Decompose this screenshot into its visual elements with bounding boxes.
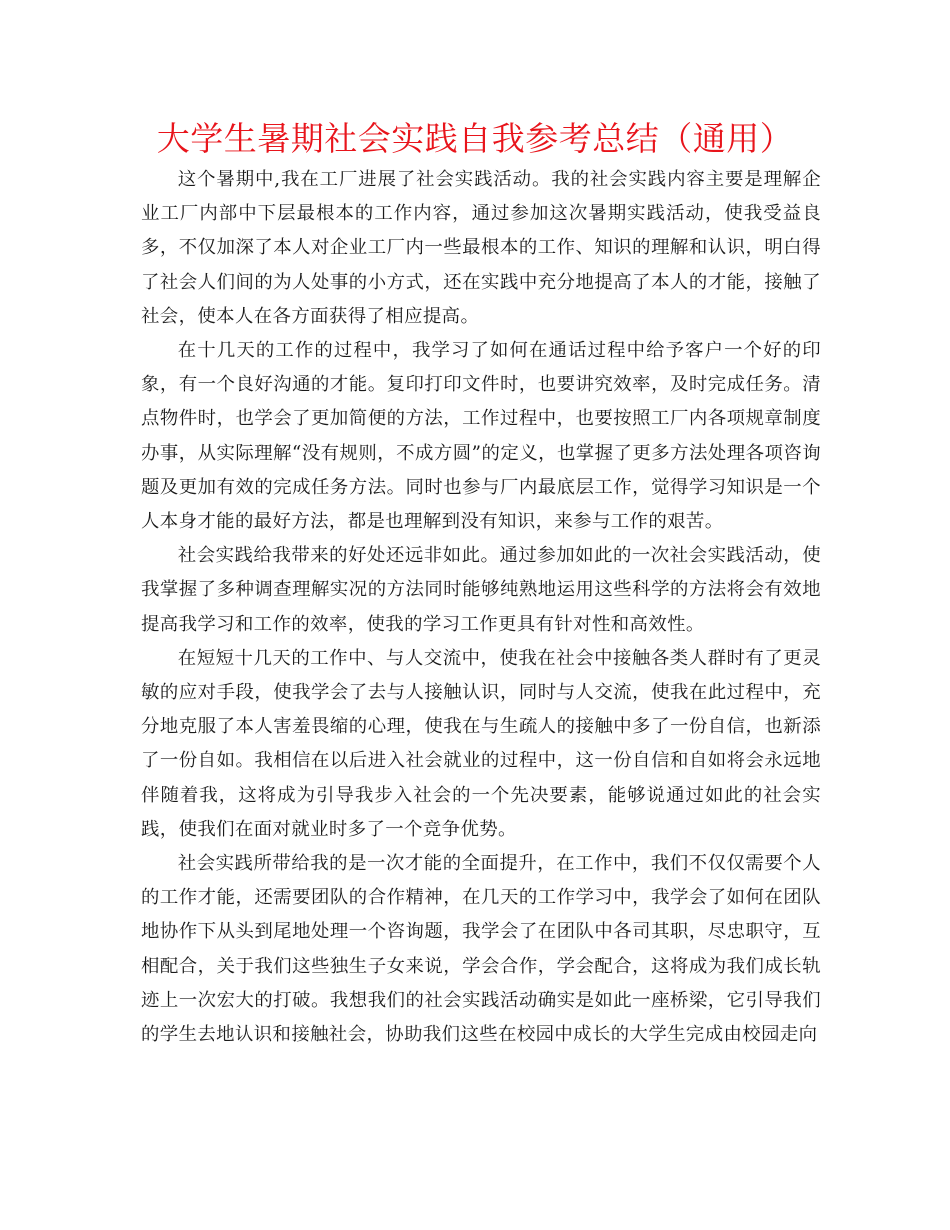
paragraph-1: 这个暑期中,我在工厂进展了社会实践活动。我的社会实践内容主要是理解企业工厂内部中下层最根本的工作内容，通过参加这次暑期实践活动，使我受益良多，不仅加深了本人对企业工厂内一些最根本的工作、知识的理解和认识，明白得了社会人们间的为人处事的小方式，还在实践中充分地提高了本人的才能，接触了社会，使本人在各方面获得了相应提高。 <box>141 169 821 327</box>
paragraph-2: 在十几天的工作的过程中，我学习了如何在通话过程中给予客户一个好的印象，有一个良好沟通的才能。复印打印文件时，也要讲究效率，及时完成任务。清点物件时，也学会了更加简便的方法，工作过程中，也要按照工厂内各项规章制度办事，从实际理解“没有规则，不成方圆”的定义，也掌握了更多方法处理各项咨询题及更加有效的完成任务方法。同时也参与厂内最底层工作，觉得学习知识是一个人本身才能的最好方法，都是也理解到没有知识，来参与工作的艰苦。 <box>141 340 821 533</box>
paragraph-3: 社会实践给我带来的好处还远非如此。通过参加如此的一次社会实践活动，使我掌握了多种调查理解实况的方法同时能够纯熟地运用这些科学的方法将会有效地提高我学习和工作的效率，使我的学习工作更具有针对性和高效性。 <box>141 545 821 635</box>
document-title: 大学生暑期社会实践自我参考总结（通用） <box>156 119 794 158</box>
paragraph-4: 在短短十几天的工作中、与人交流中，使我在社会中接触各类人群时有了更灵敏的应对手段，使我学会了去与人接触认识，同时与人交流，使我在此过程中，充分地克服了本人害羞畏缩的心理，使我在与生疏人的接触中多了一份自信，也新添了一份自如。我相信在以后进入社会就业的过程中，这一份自信和自如将会永远地伴随着我，这将成为引导我步入社会的一个先决要素，能够说通过如此的社会实践，使我们在面对就业时多了一个竞争优势。 <box>141 647 821 840</box>
document-body <box>141 163 821 1052</box>
paragraph-5: 社会实践所带给我的是一次才能的全面提升，在工作中，我们不仅仅需要个人的工作才能，还需要团队的合作精神，在几天的工作学习中，我学会了如何在团队地协作下从头到尾地处理一个咨询题，我学会了在团队中各司其职，尽忠职守，互相配合，关于我们这些独生子女来说，学会合作，学会配合，这将成为我们成长轨迹上一次宏大的打破。我想我们的社会实践活动确实是如此一座桥梁，它引导我们的学生去地认识和接触社会，协助我们这些在校园中成长的大学生完成由校园走向 <box>141 853 821 1046</box>
